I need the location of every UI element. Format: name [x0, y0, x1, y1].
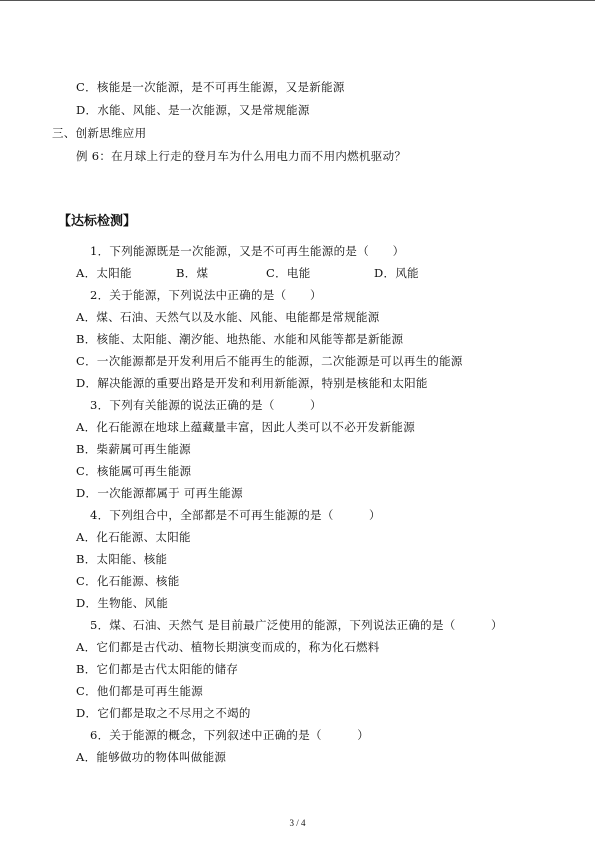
- question-1-option-b: B．煤: [176, 266, 209, 280]
- question-2-option-c: C．一次能源都是开发利用后不能再生的能源，二次能源是可以再生的能源: [76, 354, 463, 368]
- question-1-options-row: [76, 266, 536, 281]
- question-2-option-b: B．核能、太阳能、潮汐能、地热能、水能和风能等都是新能源: [76, 332, 404, 346]
- question-1-option-a: A．太阳能: [76, 266, 132, 280]
- page-number: 3 / 4: [289, 818, 306, 828]
- question-3-option-c: C．核能属可再生能源: [76, 464, 192, 478]
- question-1-option-c: C．电能: [266, 266, 311, 280]
- prev-option-c: C．核能是一次能源，是不可再生能源，又是新能源: [76, 80, 345, 94]
- question-4-option-a: A．化石能源、太阳能: [76, 530, 191, 544]
- question-2-stem: 2．关于能源，下列说法中正确的是（ ）: [90, 288, 322, 302]
- prev-option-d: D．水能、风能、是一次能源，又是常规能源: [76, 103, 310, 117]
- question-2-option-a: A．煤、石油、天然气以及水能、风能、电能都是常规能源: [76, 310, 380, 324]
- section-three-heading: 三、创新思维应用: [52, 126, 147, 140]
- question-4-option-c: C．化石能源、核能: [76, 574, 180, 588]
- section-title-qa: 【达标检测】: [58, 214, 137, 229]
- page-top-rule: [0, 0, 595, 1]
- question-5-option-b: B．它们都是古代太阳能的储存: [76, 662, 239, 676]
- question-3-option-a: A．化石能源在地球上蕴藏量丰富，因此人类可以不必开发新能源: [76, 420, 416, 434]
- question-2-option-d: D．解决能源的重要出路是开发和利用新能源，特别是核能和太阳能: [76, 376, 428, 390]
- question-6-stem: 6．关于能源的概念，下列叙述中正确的是（ ）: [90, 728, 370, 742]
- example-6: 例 6：在月球上行走的登月车为什么用电力而不用内燃机驱动？: [76, 149, 407, 163]
- question-4-stem: 4．下列组合中，全部都是不可再生能源的是（ ）: [90, 508, 381, 522]
- question-1-stem: 1．下列能源既是一次能源，又是不可再生能源的是（ ）: [90, 244, 405, 258]
- question-5-option-c: C．他们都是可再生能源: [76, 684, 204, 698]
- question-3-stem: 3．下列有关能源的说法正确的是（ ）: [90, 398, 322, 412]
- question-4-option-b: B．太阳能、核能: [76, 552, 168, 566]
- question-5-stem: 5．煤、石油、天然气 是目前最广泛使用的能源，下列说法正确的是（ ）: [90, 618, 503, 632]
- question-6-option-a: A．能够做功的物体叫做能源: [76, 750, 227, 764]
- question-5-option-a: A．它们都是古代动、植物长期演变而成的，称为化石燃料: [76, 640, 380, 654]
- question-4-option-d: D．生物能、风能: [76, 596, 169, 610]
- question-5-option-d: D．它们都是取之不尽用之不竭的: [76, 706, 251, 720]
- question-3-option-b: B．柴薪属可再生能源: [76, 442, 191, 456]
- question-1-option-d: D．风能: [374, 266, 419, 280]
- question-3-option-d: D．一次能源都属于 可再生能源: [76, 486, 243, 500]
